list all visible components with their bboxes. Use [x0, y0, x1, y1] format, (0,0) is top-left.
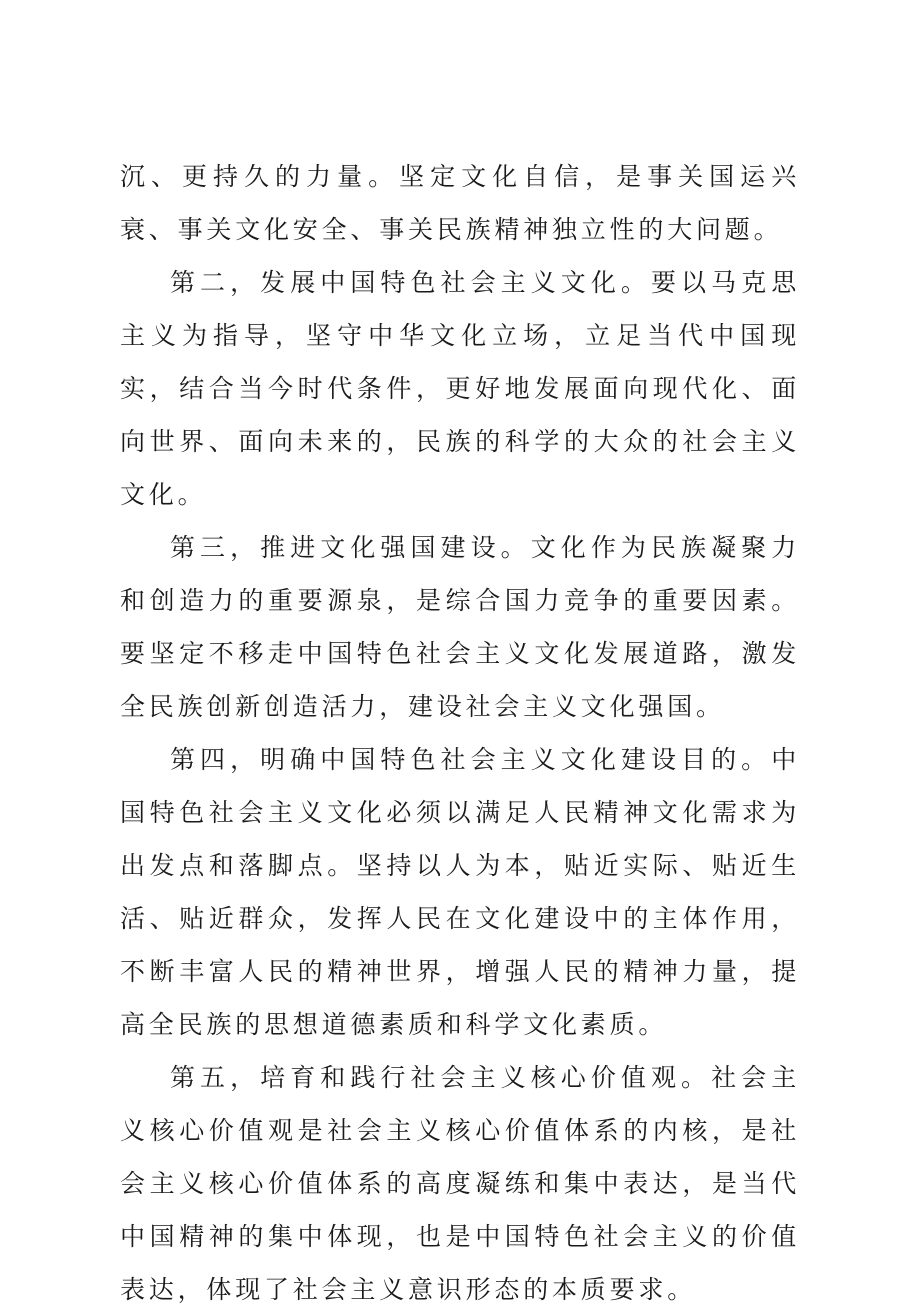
paragraph-third-point: 第三，推进文化强国建设。文化作为民族凝聚力和创造力的重要源泉，是综合国力竞争的重要因素。要坚定不移走中国特色社会主义文化发展道路，激发全民族创新创造活力，建设社会主义文化强国。 [120, 533, 800, 721]
paragraph-continuation: 沉、更持久的力量。坚定文化自信，是事关国运兴衰、事关文化安全、事关民族精神独立性的大问题。 [120, 162, 800, 244]
document-body [120, 150, 800, 1316]
paragraph-second-point: 第二，发展中国特色社会主义文化。要以马克思主义为指导，坚守中华文化立场，立足当代中国现实，结合当今时代条件，更好地发展面向现代化、面向世界、面向未来的，民族的科学的大众的社会主义文化。 [120, 268, 800, 509]
paragraph-fourth-point: 第四，明确中国特色社会主义文化建设目的。中国特色社会主义文化必须以满足人民精神文化需求为出发点和落脚点。坚持以人为本，贴近实际、贴近生活、贴近群众，发挥人民在文化建设中的主体作用，不断丰富人民的精神世界，增强人民的精神力量，提高全民族的思想道德素质和科学文化素质。 [120, 745, 800, 1039]
paragraph-fifth-point: 第五，培育和践行社会主义核心价值观。社会主义核心价值观是社会主义核心价值体系的内核，是社会主义核心价值体系的高度凝练和集中表达，是当代中国精神的集中体现，也是中国特色社会主义的价值表达，体现了社会主义意识形态的本质要求。 [120, 1063, 800, 1304]
